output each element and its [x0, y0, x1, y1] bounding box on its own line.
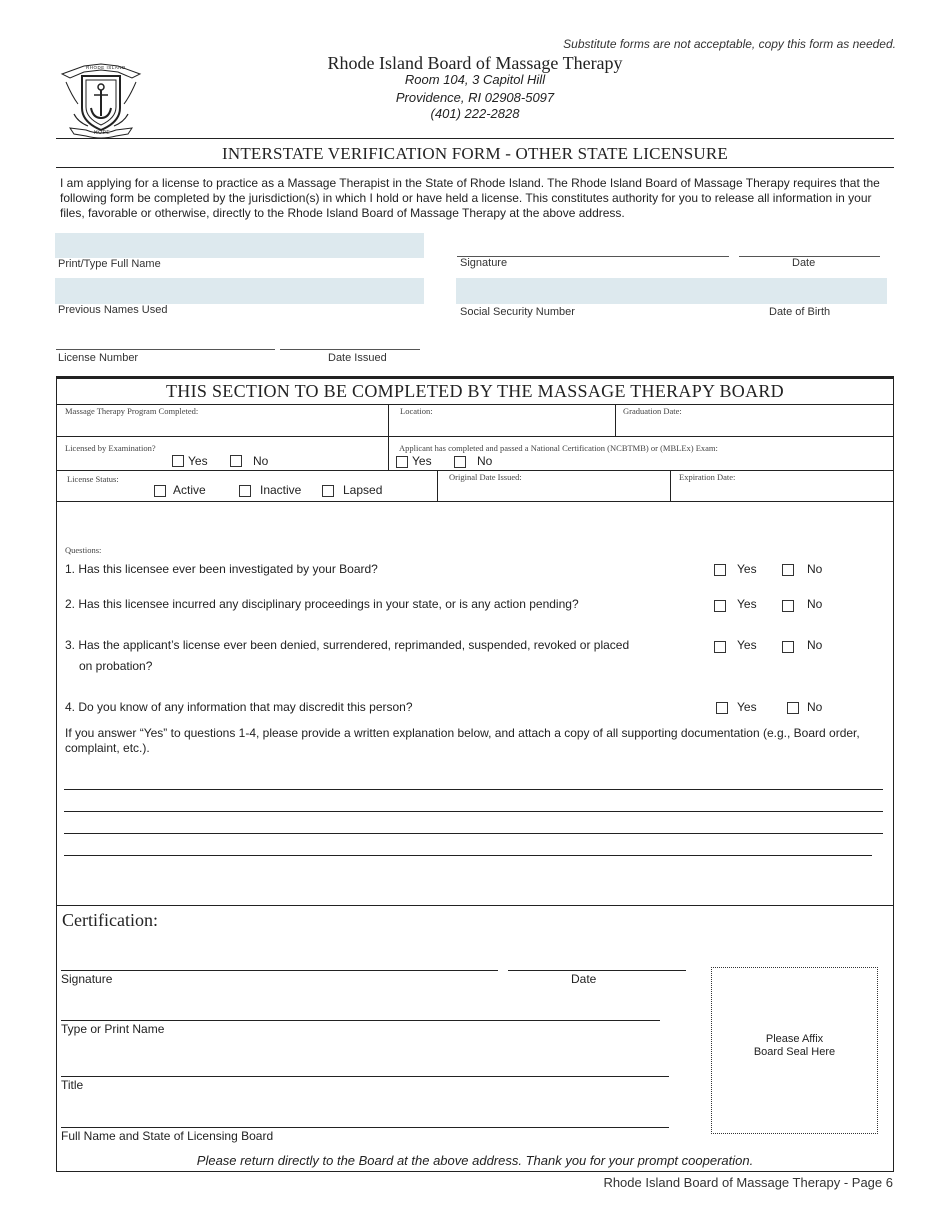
grid-line [56, 470, 894, 471]
dob-label: Date of Birth [769, 306, 831, 318]
q1-yes-label: Yes [737, 562, 757, 576]
license-number-label: License Number [58, 352, 139, 364]
grid-line [437, 470, 438, 501]
q4-no-checkbox[interactable] [787, 702, 799, 714]
q2-yes-label: Yes [737, 597, 757, 611]
cert-signature-label: Signature [61, 972, 113, 986]
grid-line [56, 501, 894, 502]
location-label: Location: [400, 406, 433, 416]
original-date-label: Original Date Issued: [449, 472, 522, 482]
question-1: 1. Has this licensee ever been investigated by your Board? [65, 562, 378, 576]
certification-divider [56, 905, 894, 906]
status-active-checkbox[interactable] [154, 485, 166, 497]
q4-no-label: No [807, 700, 823, 714]
questions-label: Questions: [65, 545, 102, 555]
grid-line [615, 404, 616, 436]
cert-date-label: Date [571, 972, 597, 986]
board-name: Rhode Island Board of Massage Therapy [327, 53, 623, 73]
page-footer: Rhode Island Board of Massage Therapy - Page 6 [603, 1175, 893, 1190]
grid-line [388, 404, 389, 470]
explanation-line[interactable] [64, 789, 883, 790]
full-name-label: Print/Type Full Name [58, 258, 161, 270]
header-rule-top [56, 138, 894, 139]
q3-no-label: No [807, 638, 823, 652]
cert-title-label: Title [61, 1078, 84, 1092]
date-issued-line[interactable] [280, 349, 420, 350]
cert-no-checkbox[interactable] [454, 456, 466, 468]
question-3-continued: on probation? [79, 659, 153, 673]
grid-line [56, 436, 894, 437]
address-line1: Room 104, 3 Capitol Hill [404, 72, 546, 87]
exam-no-checkbox[interactable] [230, 455, 242, 467]
cert-board-line[interactable] [61, 1127, 669, 1128]
graduation-label: Graduation Date: [623, 406, 682, 416]
explanation-line[interactable] [64, 833, 883, 834]
intro-paragraph: I am applying for a license to practice as a Massage Therapist in the State of Rhode Island. The Rhode Island Board of Massage Therapy requires that the following form be completed by the jurisdiction(s) in which I hold or have held a license. This constitutes authority for you to release all information in your files, favorable or otherwise, directly to the Rhode Island Board of Massage Therapy at the above address. [60, 176, 880, 220]
question-4: 4. Do you know of any information that may discredit this person? [65, 700, 413, 714]
question-3: 3. Has the applicant’s license ever been denied, surrendered, reprimanded, suspended, revoked or placed [65, 638, 630, 652]
expiration-label: Expiration Date: [679, 472, 736, 482]
q4-yes-checkbox[interactable] [716, 702, 728, 714]
status-active-label: Active [173, 483, 206, 497]
explanation-line[interactable] [64, 811, 883, 812]
q2-no-label: No [807, 597, 823, 611]
q3-yes-checkbox[interactable] [714, 641, 726, 653]
grid-line [670, 470, 671, 501]
signature-label: Signature [460, 257, 508, 269]
question-2: 2. Has this licensee incurred any disciplinary proceedings in your state, or is any action pending? [65, 597, 579, 611]
seal-banner-bottom: HOPE [94, 130, 111, 136]
explanation-line[interactable] [64, 855, 872, 856]
q2-no-checkbox[interactable] [782, 600, 794, 612]
cert-yes-checkbox[interactable] [396, 456, 408, 468]
seal-instruction-line2: Board Seal Here [753, 1046, 836, 1058]
q2-yes-checkbox[interactable] [714, 600, 726, 612]
board-section-title: THIS SECTION TO BE COMPLETED BY THE MASSAGE THERAPY BOARD [166, 381, 784, 401]
licensed-exam-label: Licensed by Examination? [65, 443, 156, 453]
date-issued-label: Date Issued [328, 352, 387, 364]
address-line2: Providence, RI 02908-5097 [395, 90, 555, 105]
q3-yes-label: Yes [737, 638, 757, 652]
q1-no-checkbox[interactable] [782, 564, 794, 576]
q4-yes-label: Yes [737, 700, 757, 714]
status-lapsed-checkbox[interactable] [322, 485, 334, 497]
seal-instruction-line1: Please Affix [765, 1033, 824, 1045]
phone-number: (401) 222-2828 [430, 106, 520, 121]
license-number-line[interactable] [56, 349, 275, 350]
cert-no-label: No [477, 454, 493, 468]
cert-print-name-line[interactable] [61, 1020, 660, 1021]
cert-date-line[interactable] [508, 970, 686, 971]
previous-names-input[interactable] [55, 278, 424, 304]
substitute-note: Substitute forms are not acceptable, copy this form as needed. [563, 37, 896, 51]
status-inactive-checkbox[interactable] [239, 485, 251, 497]
explanation-note: If you answer “Yes” to questions 1-4, please provide a written explanation below, and attach a copy of all supporting documentation (e.g., Board order, complaint, etc.). [65, 726, 860, 755]
exam-no-label: No [253, 454, 269, 468]
national-cert-label: Applicant has completed and passed a National Certification (NCBTMB) or (MBLEx) Exam: [399, 443, 718, 453]
cert-board-label: Full Name and State of Licensing Board [61, 1129, 274, 1143]
cert-title-line[interactable] [61, 1076, 669, 1077]
exam-yes-checkbox[interactable] [172, 455, 184, 467]
previous-names-label: Previous Names Used [58, 304, 168, 316]
grid-line [56, 404, 894, 405]
status-inactive-label: Inactive [260, 483, 302, 497]
ssn-label: Social Security Number [460, 306, 575, 318]
q1-yes-checkbox[interactable] [714, 564, 726, 576]
seal-banner-top: RHODE ISLAND [86, 65, 126, 70]
form-title: INTERSTATE VERIFICATION FORM - OTHER STATE LICENSURE [221, 144, 729, 163]
program-label: Massage Therapy Program Completed: [65, 406, 199, 416]
q3-no-checkbox[interactable] [782, 641, 794, 653]
ssn-dob-input[interactable] [456, 278, 887, 304]
cert-yes-label: Yes [412, 454, 432, 468]
cert-signature-line[interactable] [61, 970, 498, 971]
license-status-label: License Status: [67, 474, 119, 484]
return-note: Please return directly to the Board at the above address. Thank you for your prompt cooperation. [196, 1153, 754, 1168]
q1-no-label: No [807, 562, 823, 576]
cert-print-name-label: Type or Print Name [61, 1022, 165, 1036]
exam-yes-label: Yes [188, 454, 208, 468]
full-name-input[interactable] [55, 233, 424, 258]
header-rule-bottom [56, 167, 894, 168]
date-label: Date [792, 257, 816, 269]
certification-heading: Certification: [62, 910, 158, 930]
status-lapsed-label: Lapsed [343, 483, 383, 497]
